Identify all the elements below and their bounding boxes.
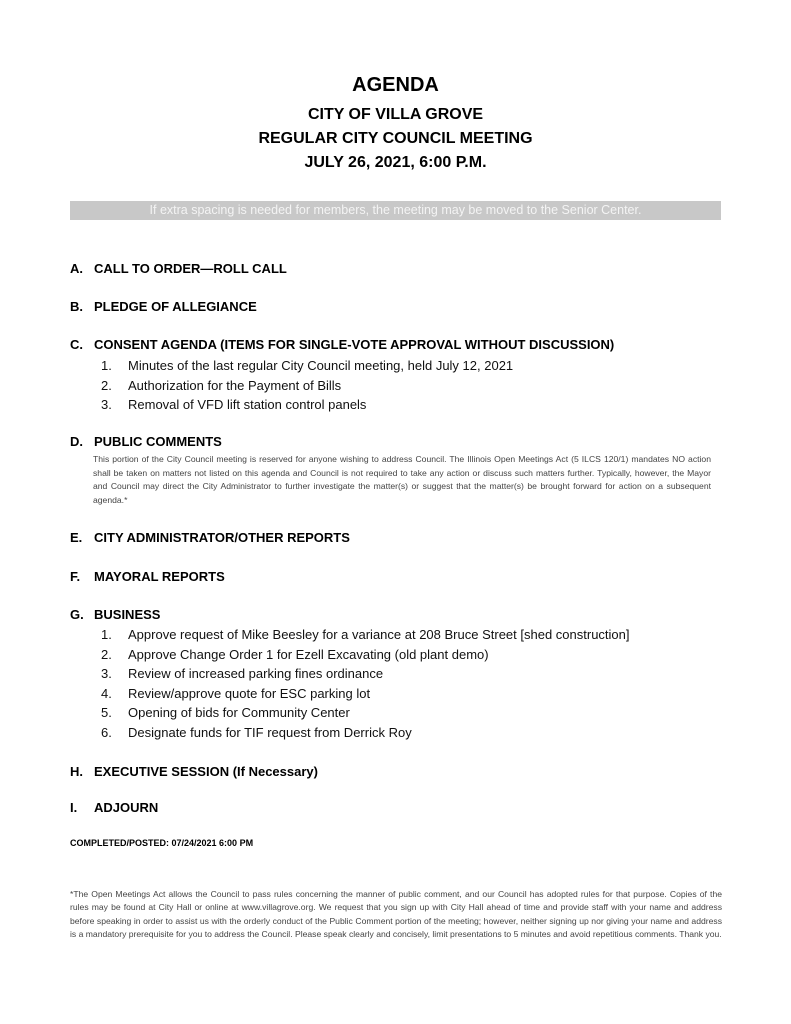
section-b bbox=[70, 299, 257, 314]
public-comments-note: This portion of the City Council meeting is reserved for anyone wishing to address Council. The Illinois Open Meetings Act (5 ILCS 120/1) mandates NO action shall be taken on matters not listed on this agenda and Council is not required to take any action or discuss such matters further. Typically, however, the Mayor and Council may direct the City Administrator to further investigate the matter(s) or suggest that the matter(s) be brought forward for action on a subsequent agenda.* bbox=[93, 454, 711, 505]
list-item: 3. Removal of VFD lift station control panels bbox=[101, 397, 367, 412]
meeting-name: REGULAR CITY COUNCIL MEETING bbox=[258, 130, 533, 147]
section-title: PUBLIC COMMENTS bbox=[94, 434, 222, 449]
list-item: 1. Approve request of Mike Beesley for a variance at 208 Bruce Street [shed construction] bbox=[101, 627, 630, 642]
section-letter: E. bbox=[70, 530, 83, 545]
list-item: 2. Approve Change Order 1 for Ezell Excavating (old plant demo) bbox=[101, 646, 489, 662]
section-letter: H. bbox=[70, 764, 83, 779]
list-item: 2. Authorization for the Payment of Bills bbox=[101, 377, 342, 393]
section-f bbox=[70, 569, 225, 584]
section-title: CONSENT AGENDA (ITEMS FOR SINGLE-VOTE APPROVAL WITHOUT DISCUSSION) bbox=[94, 337, 615, 352]
section-title: PLEDGE OF ALLEGIANCE bbox=[94, 299, 257, 314]
section-h bbox=[70, 764, 318, 779]
section-a bbox=[70, 261, 287, 276]
list-item: 4. Review/approve quote for ESC parking lot bbox=[101, 685, 371, 701]
section-title: CITY ADMINISTRATOR/OTHER REPORTS bbox=[94, 530, 350, 545]
page-title: AGENDA bbox=[352, 74, 439, 96]
section-c bbox=[70, 337, 614, 352]
posted-stamp: COMPLETED/POSTED: 07/24/2021 6:00 PM bbox=[70, 838, 254, 848]
section-title: CALL TO ORDER—ROLL CALL bbox=[94, 261, 287, 276]
section-letter: C. bbox=[70, 337, 83, 352]
list-item: 6. Designate funds for TIF request from Derrick Roy bbox=[101, 724, 412, 740]
section-title: BUSINESS bbox=[94, 607, 161, 622]
section-e bbox=[70, 530, 350, 545]
list-item: 3. Review of increased parking fines ordinance bbox=[101, 666, 384, 681]
business-items bbox=[101, 625, 630, 742]
meeting-date: JULY 26, 2021, 6:00 P.M. bbox=[304, 154, 487, 171]
section-d bbox=[70, 434, 222, 449]
section-letter: D. bbox=[70, 434, 83, 449]
section-letter: I. bbox=[70, 800, 78, 815]
section-title: ADJOURN bbox=[94, 800, 159, 815]
list-item: 1. Minutes of the last regular City Council meeting, held July 12, 2021 bbox=[101, 358, 514, 373]
city-name: CITY OF VILLA GROVE bbox=[307, 106, 484, 123]
section-g bbox=[70, 607, 160, 622]
footnote: *The Open Meetings Act allows the Council to pass rules concerning the manner of public comment, and our Council has adopted rules for that purpose. Copies of the rules may be found at City Hall or online at www.villagrove.org. We request that you sign up with City Hall ahead of time and provide staff with your name and address before speaking in order to assist us with the orderly conduct of the Public Comment portion of the meeting; however, neither signing up nor giving your name and address is a mandatory prerequisite for you to address the Council. Please speak clearly and concisely, limit presentations to 5 minutes and avoid repetitious comments. Thank you. bbox=[70, 889, 722, 939]
section-letter: B. bbox=[70, 299, 83, 314]
section-letter: A. bbox=[70, 261, 83, 276]
section-title: MAYORAL REPORTS bbox=[94, 569, 225, 584]
section-i bbox=[70, 800, 158, 815]
section-title: EXECUTIVE SESSION (If Necessary) bbox=[94, 764, 318, 779]
list-item: 5. Opening of bids for Community Center bbox=[101, 705, 350, 720]
notice-banner: If extra spacing is needed for members, the meeting may be moved to the Senior Center. bbox=[70, 201, 721, 220]
section-letter: G. bbox=[70, 607, 84, 622]
section-letter: F. bbox=[70, 569, 81, 584]
consent-items bbox=[101, 356, 513, 415]
